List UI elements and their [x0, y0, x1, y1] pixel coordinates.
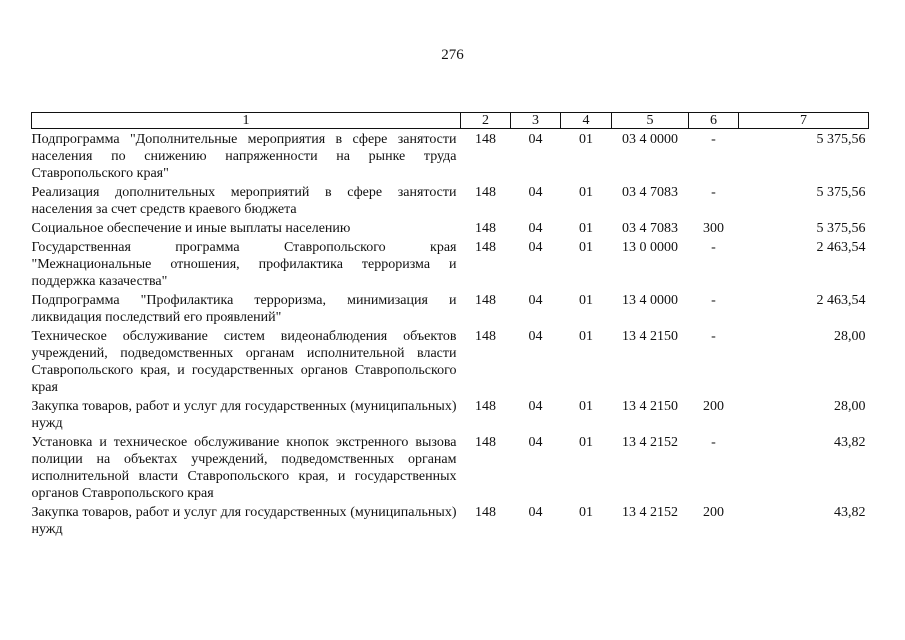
- section-code: 04: [528, 221, 543, 236]
- table-row: [32, 432, 869, 502]
- subsection-code: 01: [579, 293, 593, 308]
- section-code: 04: [528, 293, 543, 308]
- amount: 2 463,54: [816, 240, 866, 255]
- section-code: 04: [528, 435, 543, 450]
- expense-type-code: -: [711, 435, 716, 450]
- subsection-code: 01: [579, 221, 593, 236]
- target-item-code: 03 4 0000: [622, 132, 678, 147]
- amount: 5 375,56: [816, 132, 866, 147]
- item-name: Установка и техническое обслуживание кнопок экстренного вызова полиции на объектах учреждений, подведомственных органам исполнительной власти Ставропольского края, и государственных органов Ставропольского края: [31, 435, 457, 501]
- table-row: [32, 502, 869, 538]
- section-code: 04: [528, 185, 543, 200]
- expense-type-code: -: [711, 329, 716, 344]
- section-code: 04: [528, 505, 543, 520]
- ministry-code: 148: [475, 132, 496, 147]
- item-name: Закупка товаров, работ и услуг для государственных (муниципальных) нужд: [31, 399, 457, 431]
- ministry-code: 148: [475, 185, 496, 200]
- subsection-code: 01: [579, 240, 593, 255]
- item-name: Реализация дополнительных мероприятий в сфере занятости населения за счет средств краевого бюджета: [31, 185, 457, 217]
- expense-type-code: 200: [703, 399, 724, 414]
- ministry-code: 148: [475, 240, 496, 255]
- amount: 28,00: [834, 399, 866, 414]
- amount: 5 375,56: [816, 185, 866, 200]
- ministry-code: 148: [475, 221, 496, 236]
- table-row: [32, 290, 869, 326]
- ministry-code: 148: [475, 399, 496, 414]
- expense-type-code: -: [711, 132, 716, 147]
- item-name: Закупка товаров, работ и услуг для государственных (муниципальных) нужд: [31, 505, 457, 537]
- page-number: 276: [441, 47, 464, 63]
- target-item-code: 13 0 0000: [622, 240, 678, 255]
- target-item-code: 13 4 0000: [622, 293, 678, 308]
- ministry-code: 148: [475, 505, 496, 520]
- subsection-code: 01: [579, 329, 593, 344]
- header-cell: 3: [511, 113, 561, 129]
- section-code: 04: [528, 132, 543, 147]
- section-code: 04: [528, 399, 543, 414]
- table-row: [32, 182, 869, 218]
- target-item-code: 13 4 2150: [622, 399, 678, 414]
- expense-type-code: -: [711, 293, 716, 308]
- expense-type-code: 200: [703, 505, 724, 520]
- header-row: [32, 113, 869, 129]
- table-row: [32, 218, 869, 237]
- header-cell: 2: [461, 113, 511, 129]
- target-item-code: 03 4 7083: [622, 185, 678, 200]
- item-name: Подпрограмма "Дополнительные мероприятия в сфере занятости населения по снижению напряженности на рынке труда Ставропольского края": [31, 132, 457, 181]
- item-name: Техническое обслуживание систем видеонаблюдения объектов учреждений, подведомственных органам исполнительной власти Ставропольского края, и государственных органов Ставропольского края: [31, 329, 457, 395]
- subsection-code: 01: [579, 132, 593, 147]
- target-item-code: 13 4 2152: [622, 505, 678, 520]
- target-item-code: 13 4 2150: [622, 329, 678, 344]
- amount: 43,82: [834, 435, 866, 450]
- target-item-code: 13 4 2152: [622, 435, 678, 450]
- item-name: Социальное обеспечение и иные выплаты населению: [31, 221, 351, 236]
- table-row: [32, 396, 869, 432]
- header-cell: 4: [561, 113, 612, 129]
- amount: 2 463,54: [816, 293, 866, 308]
- section-code: 04: [528, 329, 543, 344]
- header-cell: 1: [32, 113, 461, 129]
- table-row: [32, 237, 869, 290]
- expense-type-code: -: [711, 240, 716, 255]
- subsection-code: 01: [579, 505, 593, 520]
- subsection-code: 01: [579, 435, 593, 450]
- expense-type-code: 300: [703, 221, 724, 236]
- amount: 5 375,56: [816, 221, 866, 236]
- table-body: [32, 129, 869, 539]
- subsection-code: 01: [579, 399, 593, 414]
- subsection-code: 01: [579, 185, 593, 200]
- expense-type-code: -: [711, 185, 716, 200]
- amount: 28,00: [834, 329, 866, 344]
- budget-table: [31, 112, 869, 538]
- header-cell: 5: [612, 113, 689, 129]
- ministry-code: 148: [475, 435, 496, 450]
- ministry-code: 148: [475, 293, 496, 308]
- target-item-code: 03 4 7083: [622, 221, 678, 236]
- item-name: Государственная программа Ставропольского края "Межнациональные отношения, профилактика терроризма и поддержка казачества": [31, 240, 457, 289]
- table-row: [32, 129, 869, 183]
- amount: 43,82: [834, 505, 866, 520]
- section-code: 04: [528, 240, 543, 255]
- ministry-code: 148: [475, 329, 496, 344]
- table-row: [32, 326, 869, 396]
- header-cell: 6: [689, 113, 739, 129]
- item-name: Подпрограмма "Профилактика терроризма, минимизация и ликвидация последствий его проявлений": [31, 293, 457, 325]
- header-cell: 7: [739, 113, 869, 129]
